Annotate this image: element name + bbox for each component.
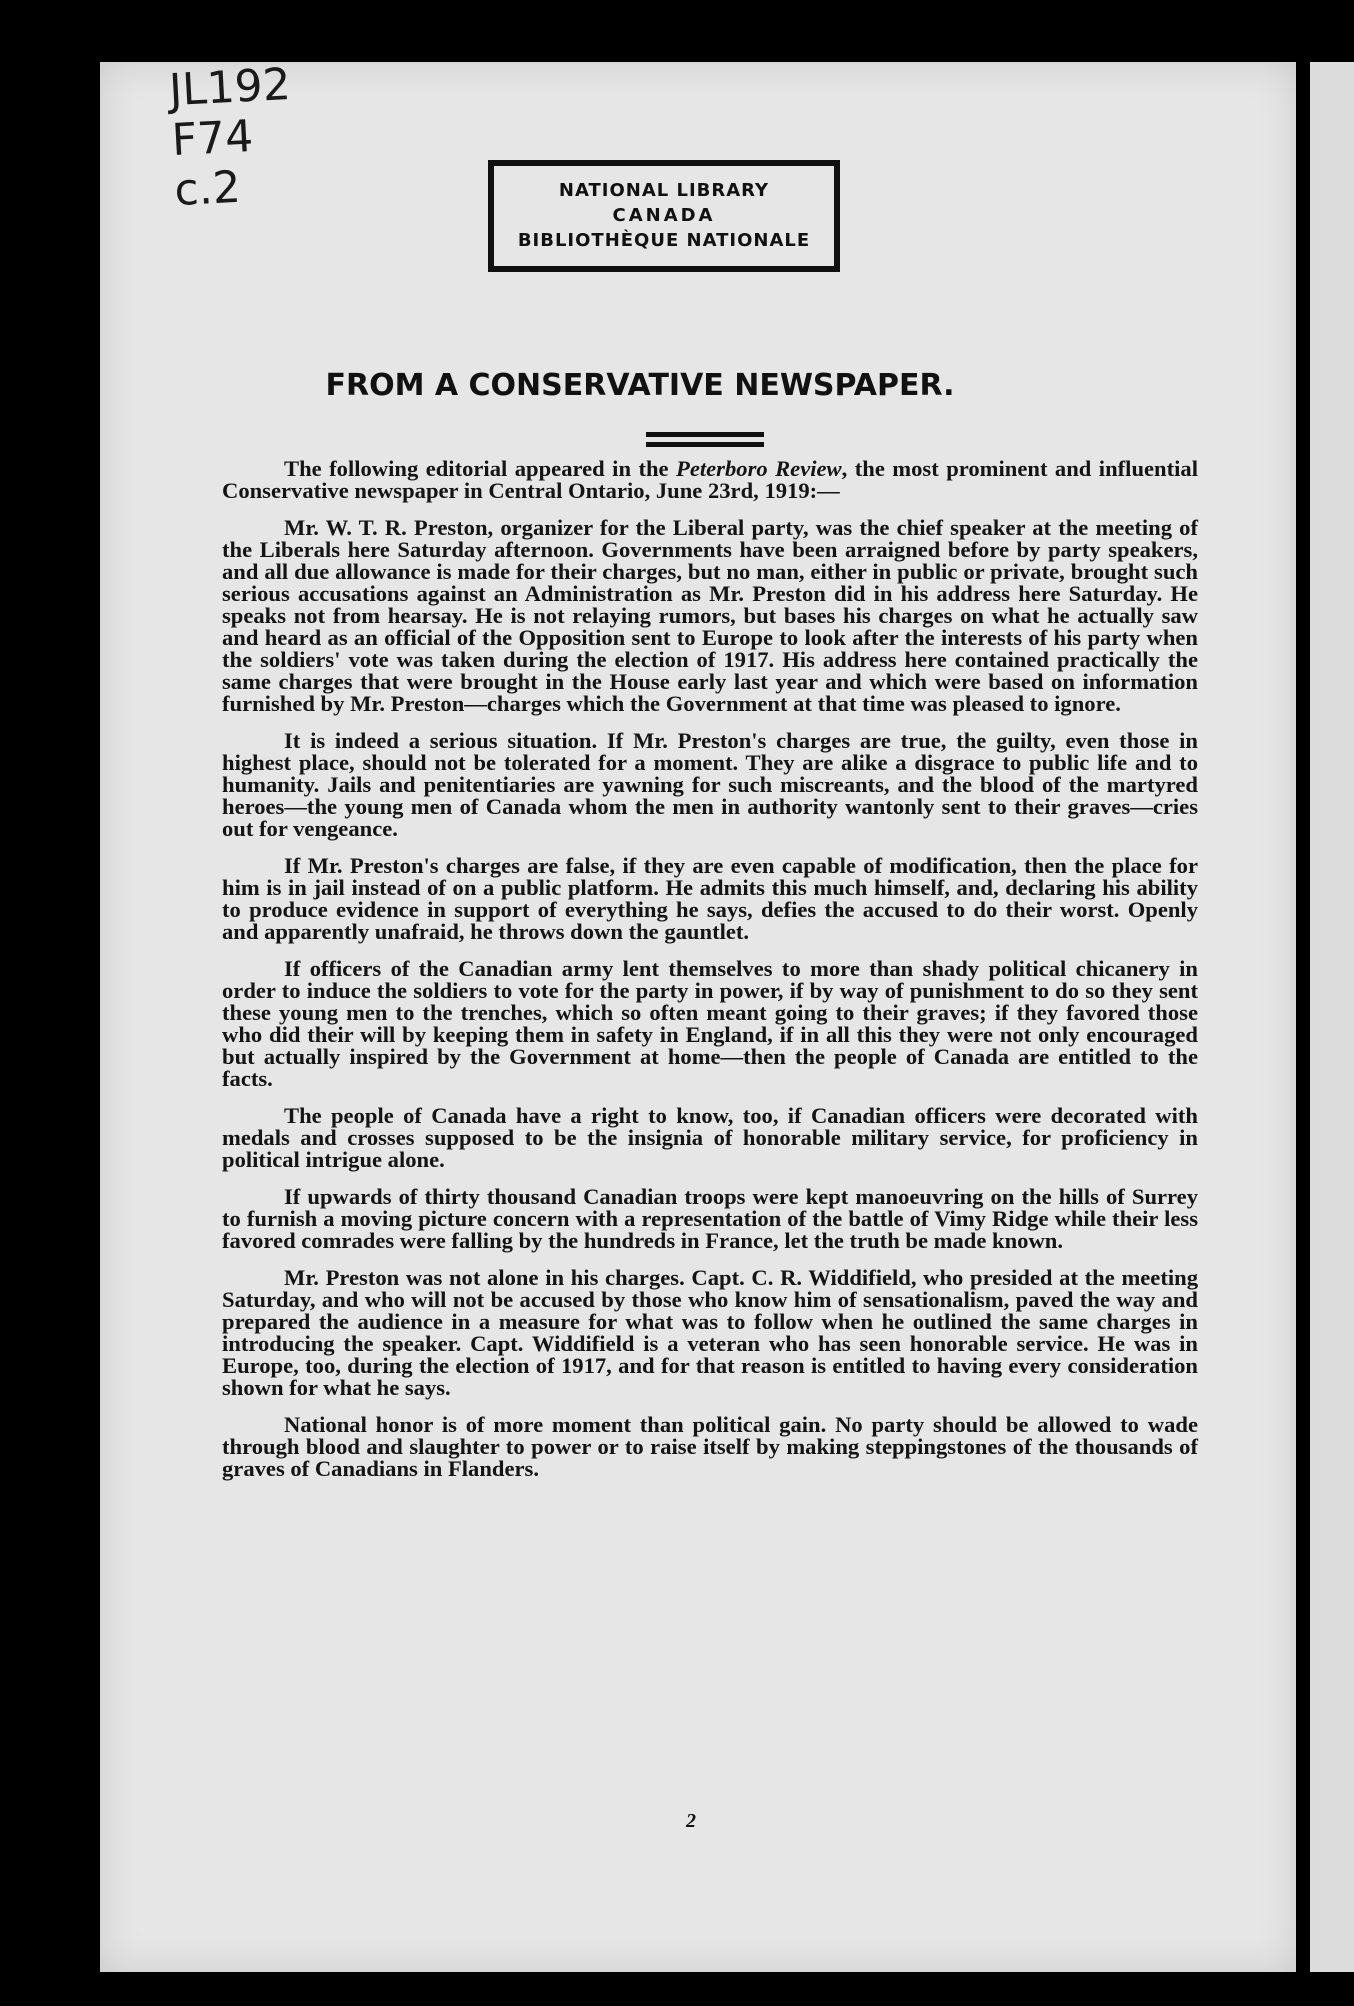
call-number-line: F74: [170, 110, 255, 167]
call-number-line: c.2: [173, 161, 242, 217]
intro-before: The following editorial appeared in the: [284, 456, 677, 481]
intro-after: , the most prominent and influential Conservative newspaper in Central Ontario, June 23rd, 1919:—: [222, 456, 1198, 503]
call-number-line: JL192: [167, 58, 292, 117]
library-stamp: [488, 160, 840, 272]
paragraph: Mr. W. T. R. Preston, organizer for the Liberal party, was the chief speaker at the meeting of the Liberals here Saturday afternoon. Governments have been arraigned before by party speakers, and all due allowance is made for their charges, but no man, either in public or private, brought such serious accusations against an Administration as Mr. Preston did in his address here Saturday. He speaks not from hearsay. He is not relaying rumors, but bases his charges on what he actually saw and heard as an official of the Opposition sent to Europe to look after the interests of his party when the soldiers' vote was taken during the election of 1917. His address here contained practically the same charges that were brought in the House early last year and which were based on information furnished by Mr. Preston—charges which the Government at that time was pleased to ignore.: [222, 515, 1198, 716]
intro-paragraph: [222, 458, 1198, 502]
page-number: 2: [686, 1810, 696, 1832]
title-rule-top: [646, 432, 764, 437]
paragraph: Mr. Preston was not alone in his charges. Capt. C. R. Widdifield, who presided at the meeting Saturday, and who will not be accused by those who know him of sensationalism, paved the way and prepared the audience in a measure for what was to follow when he outlined the same charges in introducing the speaker. Capt. Widdifield is a veteran who has seen honorable service. He was in Europe, too, during the election of 1917, and for that reason is entitled to having every consideration shown for what he says.: [222, 1265, 1198, 1400]
paragraph: National honor is of more moment than political gain. No party should be allowed to wade through blood and slaughter to power or to raise itself by making steppingstones of the thousands of graves of Canadians in Flanders.: [222, 1412, 1198, 1481]
paragraph: If Mr. Preston's charges are false, if they are even capable of modification, then the place for him is in jail instead of on a public platform. He admits this much himself, and, declaring his ability to produce evidence in support of everything he says, defies the accused to do their worst. Openly and apparently unafraid, he throws down the gauntlet.: [222, 853, 1198, 944]
paragraph: If officers of the Canadian army lent themselves to more than shady political chicanery in order to induce the soldiers to vote for the party in power, if by way of punishment to do so they sent these young men to the trenches, which so often meant going to their graves; if they favored those who did their will by keeping them in safety in England, if in all this they were not only encouraged but actually inspired by the Government at home—then the people of Canada are entitled to the facts.: [222, 956, 1198, 1091]
stamp-line-2: CANADA: [612, 205, 716, 226]
title-rule-bottom: [646, 442, 764, 447]
article-body: [222, 458, 1198, 1495]
paragraph: If upwards of thirty thousand Canadian troops were kept manoeuvring on the hills of Surrey to furnish a moving picture concern with a representation of the battle of Vimy Ridge while their less favored comrades were falling by the hundreds in France, let the truth be made known.: [222, 1184, 1198, 1253]
page-title: FROM A CONSERVATIVE NEWSPAPER.: [325, 368, 955, 403]
stamp-line-1: NATIONAL LIBRARY: [558, 180, 770, 201]
paragraph: It is indeed a serious situation. If Mr. Preston's charges are true, the guilty, even those in highest place, should not be tolerated for a moment. They are alike a disgrace to public life and to humanity. Jails and penitentiaries are yawning for such miscreants, and the blood of the martyred heroes—the young men of Canada whom the men in authority wantonly sent to their graves—cries out for vengeance.: [222, 728, 1198, 841]
publication-name: Peterboro Review: [676, 456, 842, 481]
stamp-line-3: BIBLIOTHÈQUE NATIONALE: [517, 230, 811, 251]
adjacent-page-edge: [1304, 62, 1354, 1972]
handwritten-call-number: [167, 58, 297, 219]
paragraph: The people of Canada have a right to know, too, if Canadian officers were decorated with medals and crosses supposed to be the insignia of honorable military service, for proficiency in political intrigue alone.: [222, 1103, 1198, 1172]
